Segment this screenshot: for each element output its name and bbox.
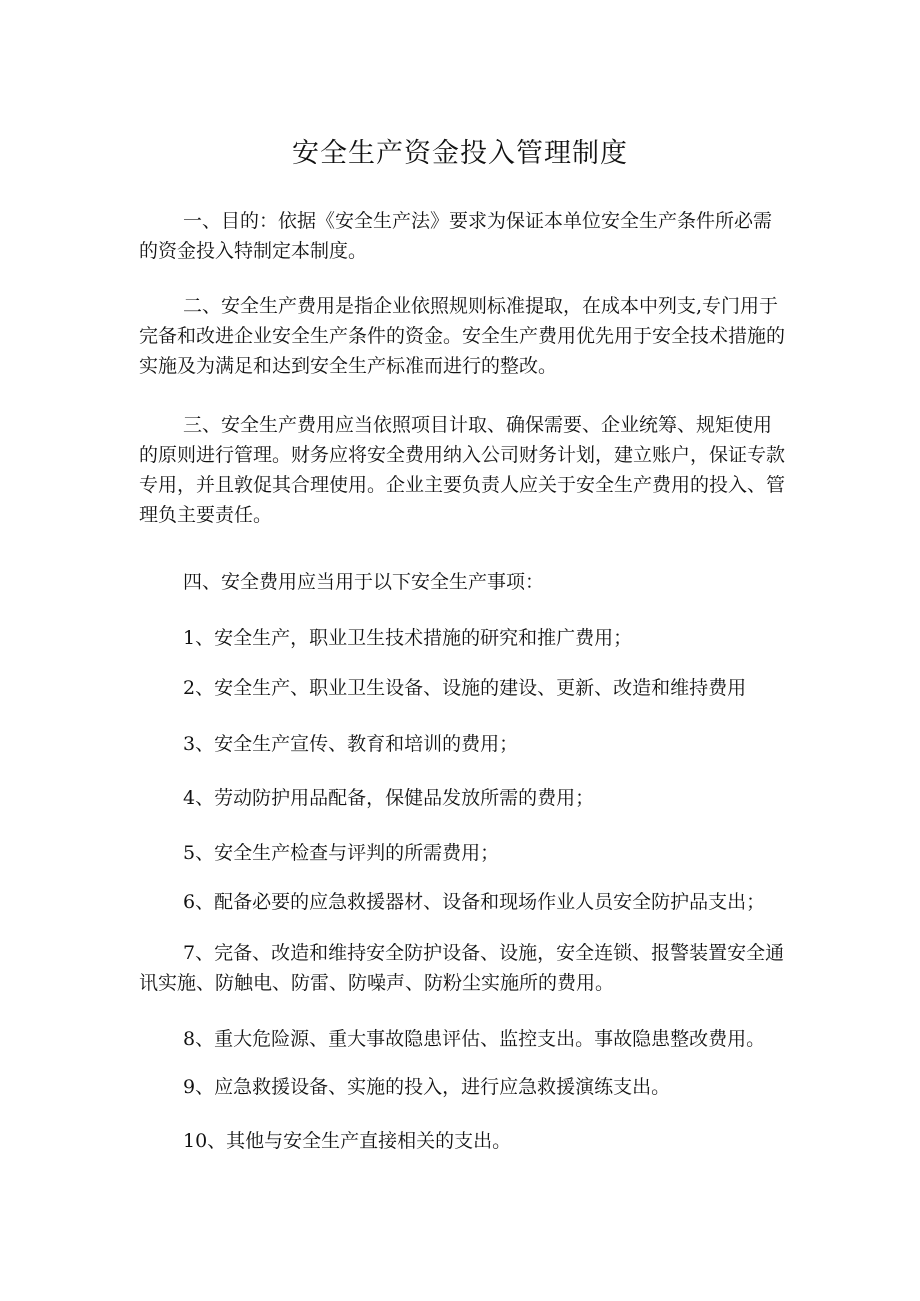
list-item: 6、配备必要的应急救援器材、设备和现场作业人员安全防护品支出； xyxy=(183,891,766,913)
paragraph-management: 三、安全生产费用应当依照项目计取、确保需要、企业统筹、规矩使用的原则进行管理。财务应将安全费用纳入公司财务计划，建立账户，保证专款专用，并且敦促其合理使用。企业主要负责人应关于安全生产费用的投入、管理负主要责任。 xyxy=(139,414,786,526)
list-item: 8、重大危险源、重大事故隐患评估、监控支出。事故隐患整改费用。 xyxy=(183,1028,766,1050)
paragraph-definition: 二、安全生产费用是指企业依照规则标准提取，在成本中列支,专门用于完备和改进企业安全生产条件的资金。安全生产费用优先用于安全技术措施的实施及为满足和达到安全生产标准而进行的整改。 xyxy=(139,295,786,377)
page-title: 安全生产资金投入管理制度 xyxy=(292,138,628,169)
list-item: 3、安全生产宣传、教育和培训的费用； xyxy=(183,733,519,755)
list-item: 10、其他与安全生产直接相关的支出。 xyxy=(183,1130,512,1152)
list-item: 9、应急救援设备、实施的投入，进行应急救援演练支出。 xyxy=(183,1076,671,1098)
paragraph-usage-intro: 四、安全费用应当用于以下安全生产事项： xyxy=(183,571,545,593)
list-item: 1、安全生产，职业卫生技术措施的研究和推广费用； xyxy=(183,627,633,649)
list-item: 4、劳动防护用品配备，保健品发放所需的费用； xyxy=(183,787,595,809)
list-item: 7、完备、改造和维持安全防护设备、设施，安全连锁、报警装置安全通讯实施、防触电、防雷、防噪声、防粉尘实施所的费用。 xyxy=(139,942,785,994)
list-item: 5、安全生产检查与评判的所需费用； xyxy=(183,842,500,864)
paragraph-purpose: 一、目的：依据《安全生产法》要求为保证本单位安全生产条件所必需的资金投入特制定本制度。 xyxy=(139,210,773,262)
list-item: 2、安全生产、职业卫生设备、设施的建设、更新、改造和维持费用 xyxy=(183,677,747,699)
